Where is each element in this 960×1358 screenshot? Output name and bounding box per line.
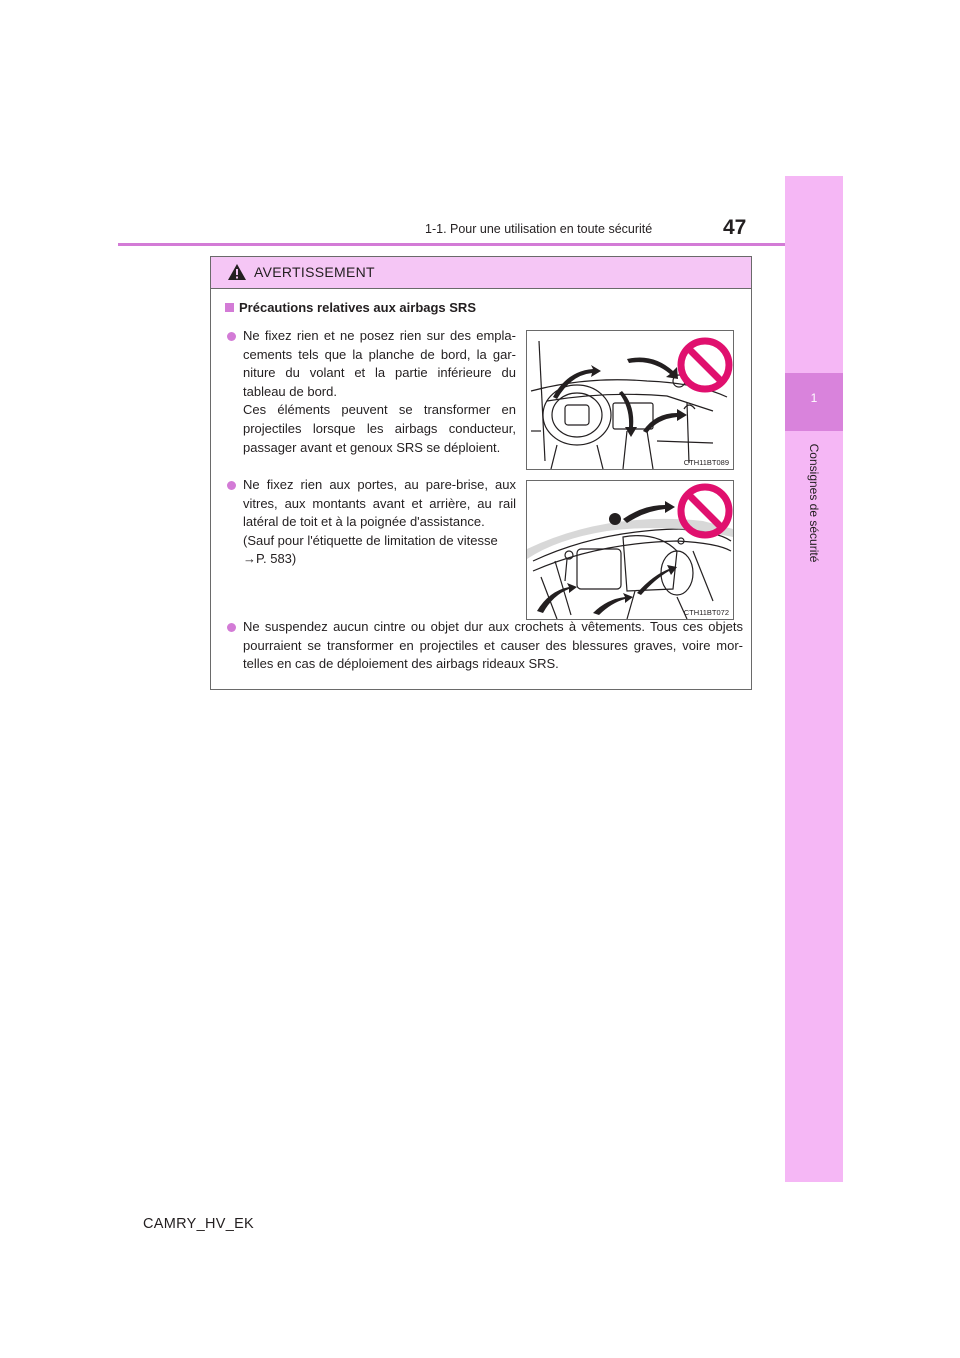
dashboard-illustration: [526, 330, 734, 470]
interior-drawing: [527, 481, 733, 619]
section-title: 1-1. Pour une utilisation en toute sécurité: [425, 222, 653, 236]
bullet-doors-text: Ne fixez rien aux portes, au pare-brise, aux vitres, aux montants avant et arrière, au rail latéral de toit et à la poignée d'assistance.: [243, 477, 516, 530]
prohibited-sign-icon: [681, 341, 729, 389]
bullet-dot-icon: [227, 623, 236, 632]
chapter-label: Consignes de sécurité: [807, 443, 821, 563]
page-reference: →P. 583): [243, 551, 297, 567]
warning-triangle-icon: [227, 263, 247, 281]
bullet-doors-windows: [243, 476, 516, 569]
bullet-coat-hooks: [243, 618, 743, 674]
chapter-label-wrap: [805, 438, 823, 568]
chapter-number: 1: [810, 391, 818, 405]
square-bullet-icon: [225, 303, 234, 312]
dashboard-drawing: [527, 331, 733, 469]
page-number: 47: [723, 216, 747, 239]
chapter-side-tab: [785, 176, 843, 1182]
interior-illustration: [526, 480, 734, 620]
bullet-dashboard-extra: Ces éléments peuvent se transformer en projectiles lorsque les airbags conducteur, passager avant et genoux SRS se déploient.: [243, 402, 516, 455]
bullet-dashboard: [243, 327, 516, 457]
header-rule: [118, 243, 843, 246]
bullet-dot-icon: [227, 332, 236, 341]
bullet-coat-hooks-text: Ne suspendez aucun cintre ou objet dur aux crochets à vêtements. Tous ces objets pourraient se transformer en projectiles et causer des blessures graves, voire mor-telles en cas de déploiement des airbags rideaux SRS.: [243, 619, 743, 672]
chapter-number-box: [785, 373, 843, 431]
warning-box: [210, 256, 752, 690]
speed-label-exception: (Sauf pour l'étiquette de limitation de vitesse: [243, 532, 498, 548]
illustration-code: CTH11BT089: [683, 458, 729, 467]
airbag-precautions-heading: [225, 300, 476, 315]
model-code: CAMRY_HV_EK: [143, 1216, 255, 1232]
illustration-code: CTH11BT072: [683, 608, 729, 617]
bullet-dashboard-text: Ne fixez rien et ne posez rien sur des empla-cements tels que la planche de bord, la gar-niture du volant et la partie inférieure du tableau de bord.: [243, 328, 516, 399]
bullet-doors-extra: [243, 532, 516, 569]
bullet-dot-icon: [227, 481, 236, 490]
warning-header: [211, 257, 751, 289]
warning-title: AVERTISSEMENT: [254, 264, 375, 280]
subheading-text: Précautions relatives aux airbags SRS: [239, 300, 476, 315]
